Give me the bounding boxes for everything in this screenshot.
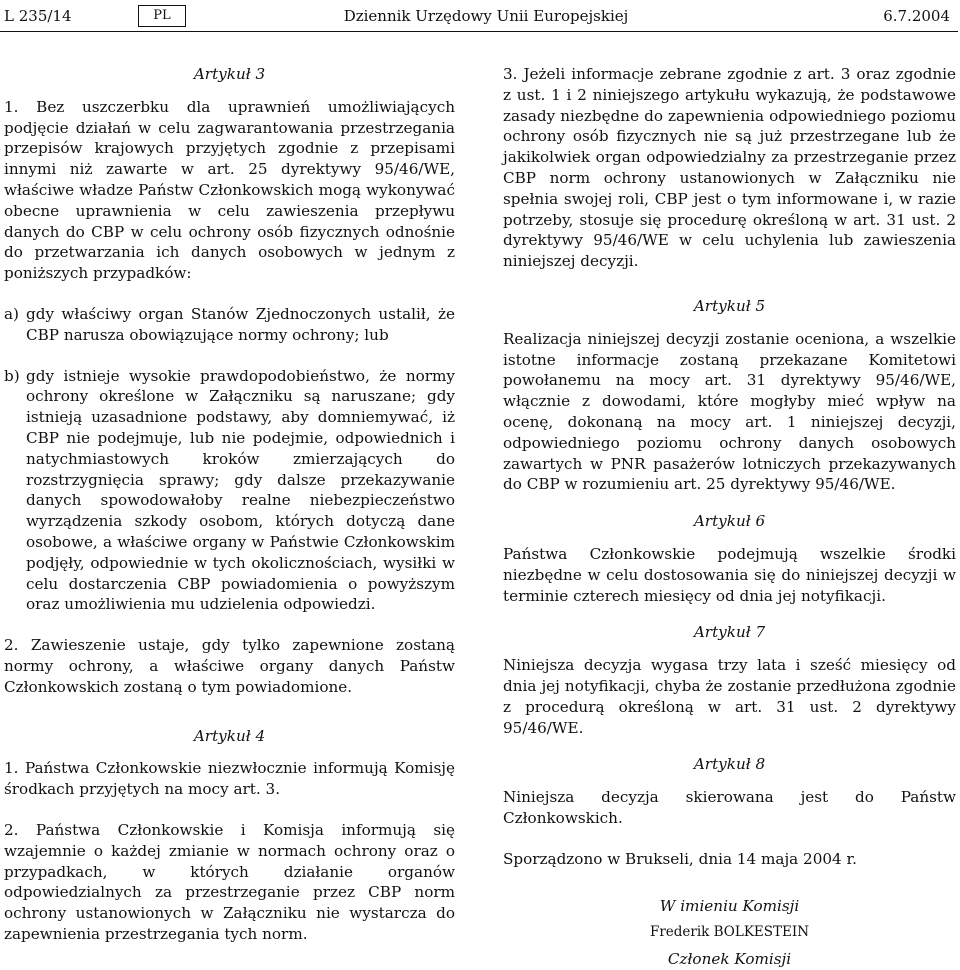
page-reference: L 235/14 xyxy=(4,7,72,25)
article-3-paragraph-2: 2. Zawieszenie ustaje, gdy tylko zapewnione zostaną normy ochrony, a właściwe organy danych Państw Członkowskich zostaną o tym powiadomione. xyxy=(4,636,455,696)
article-8-title: Artykuł 8 xyxy=(693,755,766,774)
article-4-paragraph-2: 2. Państwa Członkowskie i Komisja informują się wzajemnie o każdej zmianie w normach ochrony oraz o przypadkach, w których działanie organów odpowiedzialnych za przestrzeganie przez CBP norm ochrony ustanowionych w Załączniku nie wystarcza do zapewnienia przestrzegania tych norm. xyxy=(4,820,455,943)
article-3-paragraph-1: 1. Bez uszczerbku dla uprawnień umożliwiających podjęcie działań w celu zagwarantowania przestrzegania przepisów krajowych przyjętych zgodnie z przepisami innymi niż zawarte w art. 25 dyrektywy 95/46/WE, właściwe władze Państw Członkowskich mogą wykonywać obecne uprawnienia w celu zawieszenia przepływu danych do CBP w celu ochrony osób fizycznych odnośnie do przetwarzania ich danych osobowych w jednym z poniższych przypadków: xyxy=(4,97,455,283)
article-3-item-b xyxy=(4,366,455,616)
article-6-text: Państwa Członkowskie podejmują wszelkie środki niezbędne w celu dostosowania się do niniejszej decyzji w terminie czterech miesięcy od dnia jej notyfikacji. xyxy=(503,544,956,605)
article-5-text: Realizacja niniejszej decyzji zostanie oceniona, a wszelkie istotne informacje zostaną przekazane Komitetowi powołanemu na mocy art. 31 dyrektywy 95/46/WE, włącznie z dowodami, które mogłyby mieć wpływ na ocenę, dokonaną na mocy art. 1 niniejszej decyzji, odpowiedniego poziomu ochrony danych osobowych zawartych w PNR pasażerów lotniczych przekazywanych do CBP w rozumieniu art. 25 dyrektywy 95/46/WE. xyxy=(503,329,956,494)
article-6-title: Artykuł 6 xyxy=(693,512,766,531)
language-badge: PL xyxy=(138,5,186,27)
article-3-title: Artykuł 3 xyxy=(193,65,266,83)
article-4-paragraph-1: 1. Państwa Członkowskie niezwłocznie informują Komisję środkach przyjętych na mocy art. 3. xyxy=(4,759,455,799)
article-4-title: Artykuł 4 xyxy=(193,726,266,745)
article-8-text: Niniejsza decyzja skierowana jest do Państw Członkowskich. xyxy=(503,788,956,827)
left-column xyxy=(4,64,455,945)
signatory-name: Frederik BOLKESTEIN xyxy=(649,924,810,941)
journal-title: Dziennik Urzędowy Unii Europejskiej xyxy=(343,7,629,25)
item-text: gdy właściwy organ Stanów Zjednoczonych ustalił, że CBP narusza obowiązujące normy ochrony; lub xyxy=(26,304,455,344)
article-7-title: Artykuł 7 xyxy=(693,623,766,642)
item-label: b) xyxy=(4,366,20,385)
article-4-paragraph-3: 3. Jeżeli informacje zebrane zgodnie z art. 3 oraz zgodnie z ust. 1 i 2 niniejszego artykułu wykazują, że podstawowe zasady niezbędne do zapewnienia odpowiedniego poziomu ochrony osób fizycznych nie są już przestrzegane lub że jakikolwiek organ odpowiedzialny za przestrzeganie przez CBP norm ochrony ustanowionych w Załączniku nie spełnia swojej roli, CBP jest o tym informowane i, w razie potrzeby, stosuje się procedurę określoną w art. 31 ust. 2 dyrektywy 95/46/WE w celu uchylenia lub zawieszenia niniejszej decyzji. xyxy=(503,65,956,271)
item-text: gdy istnieje wysokie prawdopodobieństwo, że normy ochrony określone w Załączniku są naruszane; gdy istnieją uzasadnione podstawy, aby domniemywać, iż CBP nie podejmuje, lub nie podejmie, odpowiednich i natychmiastowych kroków zmierzających do rozstrzygnięcia sprawy; gdy dalsze przekazywanie danych spowodowałoby realne niebezpieczeństwo wyrządzenia szkody osobom, których dotyczą dane osobowe, a właściwe organy w Państwie Członkowskim podjęły, odpowiednie w tych okolicznościach, wysiłki w celu dostarczenia CBP powiadomienia o powyższym oraz umożliwienia mu udzielenia odpowiedzi. xyxy=(26,366,455,614)
header-divider xyxy=(0,31,958,32)
article-7-text: Niniejsza decyzja wygasa trzy lata i sześć miesięcy od dnia jej notyfikacji, chyba że zostanie przedłużona zgodnie z procedurą określoną w art. 31 ust. 2 dyrektywy 95/46/WE. xyxy=(503,656,956,737)
item-label: a) xyxy=(4,304,19,323)
publication-date: 6.7.2004 xyxy=(883,7,950,25)
article-3-item-a xyxy=(4,304,455,346)
signatory-role: Członek Komisji xyxy=(667,950,792,969)
signature-on-behalf: W imieniu Komisji xyxy=(659,896,800,915)
article-5-title: Artykuł 5 xyxy=(693,296,766,315)
done-at-statement: Sporządzono w Brukseli, dnia 14 maja 2004 r. xyxy=(503,849,857,868)
right-column xyxy=(503,64,956,970)
page-header xyxy=(4,6,954,28)
